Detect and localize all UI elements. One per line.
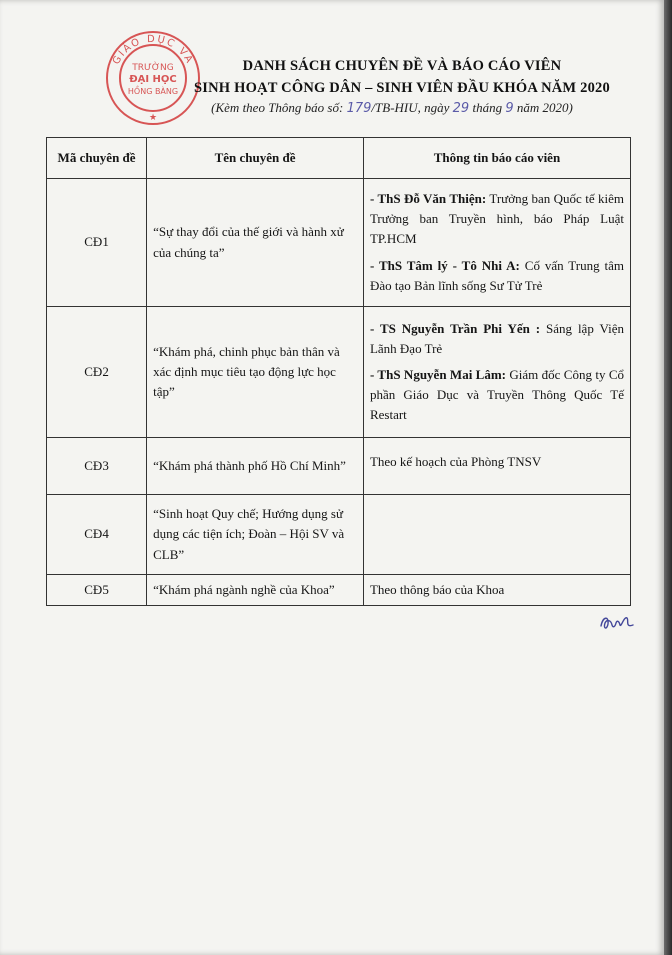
topics-table: [46, 137, 631, 606]
row-topic: “Khám phá ngành nghề của Khoa”: [147, 575, 364, 606]
speaker-entry: [370, 365, 624, 425]
seal-top-text: GIÁO DỤC VÀ: [110, 33, 196, 67]
header-speaker: Thông tin báo cáo viên: [363, 138, 630, 179]
seal-line3: HỒNG BÀNG: [127, 87, 179, 96]
speaker-desc: Cố vấn Trung tâm Đào tạo Bản lĩnh sống Sư Tử Trẻ: [369, 257, 624, 293]
speaker-entry: [370, 256, 624, 296]
row-speakers: Theo kế hoạch của Phòng TNSV: [363, 438, 630, 495]
row-code: CĐ5: [47, 575, 147, 606]
row-code: CĐ4: [47, 495, 147, 575]
row-code: CĐ2: [47, 307, 147, 438]
seal-line2: ĐẠI HỌC: [129, 74, 177, 85]
row-topic: “Sinh hoạt Quy chế; Hướng dụng sử dụng các tiện ích; Đoàn – Hội SV và CLB”: [147, 495, 364, 575]
row-speakers: [363, 495, 630, 575]
speaker-name: - TS Nguyễn Trần Phi Yến :: [369, 320, 541, 336]
speaker-entry: [370, 319, 624, 359]
doc-number: 179: [346, 101, 372, 116]
scan-edge: [664, 0, 672, 955]
table-row: [47, 438, 631, 495]
row-code: CĐ1: [47, 179, 147, 307]
subtitle-suffix: năm 2020): [513, 100, 573, 115]
speaker-desc: Sáng lập Viện Lãnh Đạo Trẻ: [369, 320, 624, 356]
document-title: DANH SÁCH CHUYÊN ĐỀ VÀ BÁO CÁO VIÊN: [242, 58, 562, 74]
row-topic: “Sự thay đổi của thế giới và hành xử của chúng ta”: [147, 179, 364, 307]
row-speakers: [363, 307, 630, 438]
signature-initials-icon: [597, 610, 637, 634]
speaker-name: - ThS Tâm lý - Tô Nhi A:: [369, 257, 520, 273]
subtitle-mid2: tháng: [469, 100, 506, 115]
subtitle-mid1: /TB-HIU, ngày: [371, 100, 453, 115]
doc-month: 9: [505, 101, 514, 116]
speaker-entry: [370, 189, 624, 249]
document-title-line2: SINH HOẠT CÔNG DÂN – SINH VIÊN ĐẦU KHÓA NĂM 2020: [194, 80, 610, 96]
row-topic: “Khám phá, chinh phục bản thân và xác định mục tiêu tạo động lực học tập”: [147, 307, 364, 438]
svg-text:★: ★: [148, 112, 158, 122]
row-speakers: [363, 179, 630, 307]
header-code: Mã chuyên đề: [47, 138, 147, 179]
speaker-name: - ThS Nguyễn Mai Lâm:: [369, 366, 507, 382]
row-topic: “Khám phá thành phố Hồ Chí Minh”: [147, 438, 364, 495]
speaker-desc: Trưởng ban Quốc tế kiêm Trưởng ban Truyền hình, báo Pháp Luật TP.HCM: [369, 191, 624, 247]
doc-day: 29: [452, 101, 470, 116]
speaker-desc: Giám đốc Công ty Cổ phần Giáo Dục và Truyền Thông Quốc Tế Restart: [369, 366, 624, 423]
table-row: [47, 495, 631, 575]
subtitle-prefix: (Kèm theo Thông báo số:: [211, 100, 347, 115]
table-row: [47, 575, 631, 606]
seal-line1: TRƯỜNG: [132, 63, 174, 73]
table-header-row: [47, 138, 631, 179]
row-code: CĐ3: [47, 438, 147, 495]
table-row: [47, 179, 631, 307]
speaker-name: - ThS Đỗ Văn Thiện:: [369, 191, 487, 207]
table-row: [47, 307, 631, 438]
header-topic: Tên chuyên đề: [147, 138, 364, 179]
document-subtitle: [60, 100, 672, 116]
row-speakers: Theo thông báo của Khoa: [363, 575, 630, 606]
